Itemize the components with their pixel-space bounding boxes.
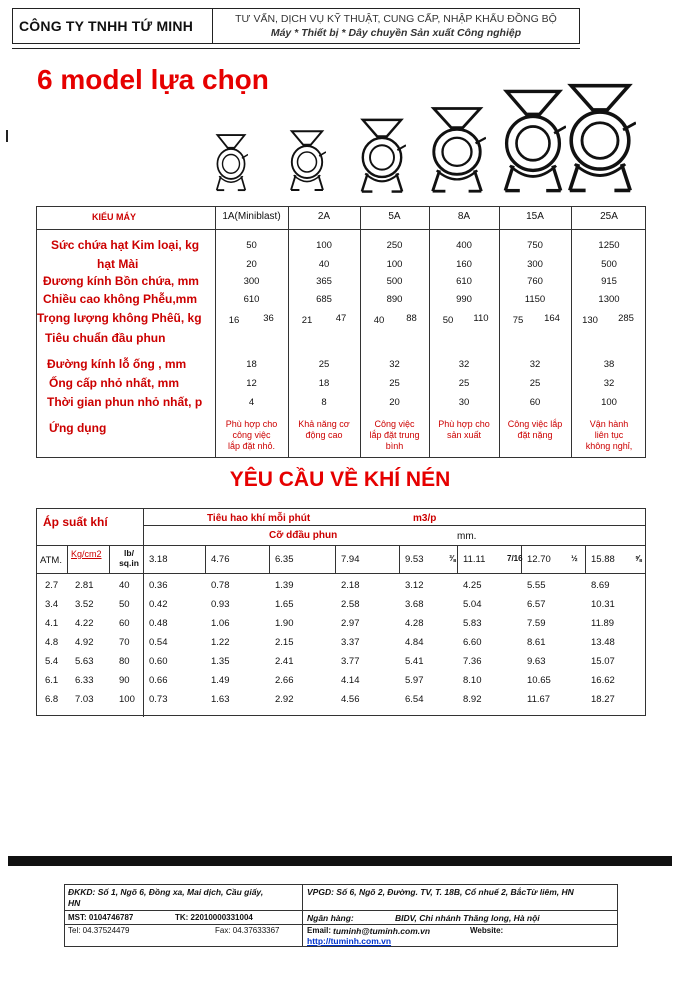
- footer-bar: [8, 856, 672, 866]
- air-cell: 4.25: [463, 580, 482, 591]
- air-cell: 0.73: [149, 694, 168, 705]
- air-rule: [143, 525, 645, 526]
- spec-cell: 30: [458, 397, 470, 408]
- air-cell: 8.69: [591, 580, 610, 591]
- unit-header: Kg/cm2: [71, 549, 102, 559]
- spec-cell-min: 75: [512, 315, 524, 326]
- spec-cell: 1150: [524, 294, 546, 305]
- air-cell: 5.55: [527, 580, 546, 591]
- tax-code: MST: 0104746787: [68, 913, 134, 922]
- air-cell: 5.04: [463, 599, 482, 610]
- spec-cell: 25: [458, 378, 470, 389]
- air-cell: 7.59: [527, 618, 546, 629]
- spec-cell-max: 47: [335, 313, 347, 324]
- air-cell: 2.58: [341, 599, 360, 610]
- page-title: 6 model lựa chọn: [37, 64, 269, 95]
- spec-cell: 890: [386, 294, 403, 305]
- kg-value: 6.33: [75, 675, 94, 686]
- air-col-divider: [269, 545, 270, 573]
- air-cell: 4.56: [341, 694, 360, 705]
- atm-value: 4.8: [45, 637, 59, 648]
- spec-cell: 250: [386, 240, 403, 251]
- air-cell: 10.65: [527, 675, 551, 686]
- air-cell: 15.07: [591, 656, 615, 667]
- air-cell: 8.10: [463, 675, 482, 686]
- air-cell: 8.92: [463, 694, 482, 705]
- spec-cell-max: 285: [618, 313, 634, 324]
- unit-header: lb/ sq.in: [119, 548, 139, 568]
- business-address-city: HN: [68, 898, 81, 908]
- business-address: ĐKKD: Số 1, Ngõ 6, Đồng xa, Mai dịch, Cầu giấy,: [68, 887, 264, 897]
- lb-value: 50: [119, 599, 130, 610]
- spec-cell: 25: [318, 359, 330, 370]
- spec-cell: 50: [246, 240, 257, 251]
- air-cell: 4.28: [405, 618, 424, 629]
- air-divider: [143, 509, 144, 717]
- atm-value: 3.4: [45, 599, 59, 610]
- lb-value: 100: [119, 694, 135, 705]
- application-cell: [571, 419, 647, 452]
- nozzle-size-inch: ⅝: [635, 554, 642, 563]
- air-cell: 2.41: [275, 656, 294, 667]
- bank-name: BIDV, Chi nhánh Thăng long, Hà nội: [395, 913, 540, 923]
- air-col-divider: [457, 545, 458, 573]
- air-requirement-table: [36, 508, 646, 716]
- air-rule: [37, 545, 645, 546]
- section-title: YÊU CẦU VỀ KHÍ NÉN: [229, 468, 451, 491]
- air-cell: 0.54: [149, 637, 168, 648]
- bank-label: Ngân hàng:: [307, 913, 354, 923]
- air-col-divider: [109, 545, 110, 573]
- kg-value: 4.22: [75, 618, 94, 629]
- bank-account: TK: 22010000331004: [175, 913, 253, 922]
- spec-row-label: Đương kính Bồn chứa, mm: [43, 274, 199, 288]
- air-cell: 2.66: [275, 675, 294, 686]
- email[interactable]: tuminh@tuminh.com.vn: [333, 926, 431, 936]
- model-header: 25A: [600, 211, 618, 222]
- air-cell: 3.12: [405, 580, 424, 591]
- spec-row-label: hạt Mài: [97, 257, 139, 271]
- kg-value: 7.03: [75, 694, 94, 705]
- blaster-5-icon: [500, 86, 566, 194]
- model-header: 1A(Miniblast): [222, 211, 281, 222]
- blaster-3-icon: [358, 116, 406, 194]
- air-cell: 5.41: [405, 656, 424, 667]
- blaster-1-icon: [214, 132, 248, 192]
- spec-cell-max: 164: [544, 313, 560, 324]
- spec-cell-min: 130: [582, 315, 598, 326]
- spec-cell: 915: [601, 276, 617, 287]
- air-cell: 1.39: [275, 580, 294, 591]
- header-rule: [12, 48, 580, 49]
- pressure-label: Áp suất khí: [43, 515, 108, 529]
- consumption-unit: m3/p: [413, 513, 437, 524]
- application-cell: [288, 419, 360, 441]
- nozzle-size: 4.76: [211, 554, 230, 565]
- air-cell: 2.92: [275, 694, 294, 705]
- atm-value: 6.8: [45, 694, 59, 705]
- spec-cell: 38: [603, 359, 615, 370]
- air-cell: 11.67: [527, 694, 551, 705]
- lb-value: 90: [119, 675, 130, 686]
- spec-row-label: Tiêu chuẩn đầu phun: [45, 331, 166, 345]
- application-line: công việc: [232, 430, 271, 440]
- spec-cell: 400: [456, 240, 472, 251]
- website-link[interactable]: http://tuminh.com.vn: [307, 936, 392, 946]
- spec-cell: 25: [529, 378, 541, 389]
- kg-value: 5.63: [75, 656, 94, 667]
- atm-value: 6.1: [45, 675, 59, 686]
- spec-cell: 100: [316, 240, 332, 251]
- spec-cell: 1250: [598, 240, 620, 251]
- model-header: 2A: [317, 211, 331, 222]
- model-header: 15A: [526, 211, 544, 222]
- spec-cell: 32: [603, 378, 615, 389]
- spec-cell: 32: [529, 359, 541, 370]
- footer-contact-table: [64, 884, 618, 947]
- application-cell: [429, 419, 499, 441]
- air-cell: 1.35: [211, 656, 230, 667]
- model-header: 5A: [388, 211, 401, 222]
- blaster-6-icon: [564, 80, 636, 194]
- spec-cell: 4: [248, 397, 255, 408]
- air-cell: 4.14: [341, 675, 360, 686]
- air-cell: 3.68: [405, 599, 424, 610]
- air-cell: 5.83: [463, 618, 482, 629]
- nozzle-size-inch: ⅜: [449, 554, 456, 563]
- air-col-divider: [585, 545, 586, 573]
- spec-cell: 610: [456, 276, 472, 287]
- air-cell: 1.90: [275, 618, 294, 629]
- spec-cell: 685: [316, 294, 332, 305]
- kg-value: 2.81: [75, 580, 94, 591]
- air-cell: 0.60: [149, 656, 168, 667]
- application-line: liên tục: [594, 430, 624, 440]
- air-col-divider: [399, 545, 400, 573]
- spec-cell: 750: [527, 240, 543, 251]
- application-line: Công việc lắp: [507, 419, 563, 429]
- margin-mark: [6, 130, 8, 142]
- nozzle-size: 9.53: [405, 554, 424, 565]
- blaster-4-icon: [428, 104, 486, 194]
- nozzle-unit: mm.: [457, 531, 477, 542]
- application-line: Phù hợp cho: [438, 419, 490, 429]
- air-cell: 0.36: [149, 580, 168, 591]
- spec-row-label: Trọng lượng không Phêũ, kg: [37, 311, 202, 325]
- spec-cell: 100: [386, 259, 403, 270]
- application-line: động cao: [305, 430, 343, 440]
- application-label: Ứng dụng: [49, 421, 107, 435]
- spec-cell: 990: [456, 294, 472, 305]
- nozzle-size-inch: 7/16: [507, 554, 523, 563]
- office-address: VPGD: Số 6, Ngõ 2, Đường. TV, T. 18B, Cổ nhuế 2, BắcTừ liêm, HN: [307, 887, 574, 897]
- application-cell: [215, 419, 288, 452]
- air-cell: 2.18: [341, 580, 360, 591]
- nozzle-size: 12.70: [527, 554, 551, 565]
- kg-value: 4.92: [75, 637, 94, 648]
- air-cell: 3.77: [341, 656, 360, 667]
- spec-cell: 60: [529, 397, 541, 408]
- spec-row-label: Ống cấp nhỏ nhất, mm: [49, 376, 180, 390]
- spec-row-label: Đường kính lỗ ống , mm: [47, 357, 187, 371]
- air-cell: 0.48: [149, 618, 168, 629]
- air-cell: 3.37: [341, 637, 360, 648]
- spec-cell: 610: [243, 294, 260, 305]
- spec-row-label: Sức chứa hạt Kim loại, kg: [51, 238, 200, 252]
- nozzle-size: 3.18: [149, 554, 168, 565]
- air-cell: 4.84: [405, 637, 424, 648]
- air-rule: [37, 573, 645, 574]
- spec-cell: 300: [527, 259, 543, 270]
- spec-table: [36, 206, 646, 458]
- atm-value: 5.4: [45, 656, 59, 667]
- air-cell: 2.15: [275, 637, 294, 648]
- air-cell: 0.78: [211, 580, 230, 591]
- air-cell: 0.42: [149, 599, 168, 610]
- application-line: Khả năng cơ: [298, 419, 350, 429]
- footer-rule: [65, 924, 617, 925]
- model-header: 8A: [457, 211, 471, 222]
- spec-cell: 500: [601, 259, 617, 270]
- kg-value: 3.52: [75, 599, 94, 610]
- application-cell: [360, 419, 429, 452]
- application-line: Công việc: [374, 419, 415, 429]
- application-line: Phù hợp cho: [225, 419, 278, 429]
- email-label: Email:: [307, 926, 332, 935]
- tagline: Máy * Thiết bị * Dây chuyền Sản xuất Công nghiệp: [270, 27, 522, 39]
- spec-cell: 25: [389, 378, 400, 389]
- application-line: lắp đặt trung: [369, 430, 420, 440]
- application-line: bình: [385, 441, 404, 451]
- company-name: CÔNG TY TNHH TỨ MINH: [13, 9, 213, 43]
- application-line: lắp đặt nhỏ.: [227, 441, 276, 451]
- lb-value: 60: [119, 618, 130, 629]
- nozzle-label: Cỡ dđầu phun: [269, 530, 338, 541]
- lb-value: 80: [119, 656, 130, 667]
- air-cell: 18.27: [591, 694, 615, 705]
- spec-cell: 32: [389, 359, 400, 370]
- application-cell: [499, 419, 571, 441]
- spec-cell: 20: [389, 397, 400, 408]
- spec-cell: 8: [321, 397, 327, 408]
- spec-cell-min: 21: [301, 315, 313, 326]
- air-cell: 8.61: [527, 637, 546, 648]
- air-cell: 1.63: [211, 694, 230, 705]
- spec-cell: 18: [246, 359, 257, 370]
- spec-cell: 365: [316, 276, 332, 287]
- application-line: không nghỉ,: [585, 441, 633, 451]
- spec-cell-max: 88: [406, 313, 417, 324]
- website-label: Website:: [470, 926, 504, 935]
- air-col-divider: [67, 545, 68, 573]
- air-col-divider: [205, 545, 206, 573]
- air-cell: 1.65: [275, 599, 294, 610]
- blaster-2-icon: [288, 128, 326, 192]
- letterhead-right: [213, 9, 579, 43]
- application-line: Vận hành: [589, 419, 629, 429]
- spec-cell: 20: [246, 259, 257, 270]
- air-cell: 1.06: [211, 618, 230, 629]
- air-cell: 11.89: [591, 618, 615, 629]
- nozzle-size: 15.88: [591, 554, 615, 565]
- fax: Fax: 04.37633367: [215, 926, 280, 935]
- spec-cell: 12: [246, 378, 257, 389]
- air-cell: 6.57: [527, 599, 546, 610]
- application-line: đặt nặng: [517, 430, 553, 440]
- nozzle-size: 6.35: [275, 554, 294, 565]
- spec-cell: 18: [318, 378, 330, 389]
- air-cell: 7.36: [463, 656, 482, 667]
- spec-cell-min: 50: [442, 315, 454, 326]
- spec-row-label: Thời gian phun nhỏ nhất, p: [47, 395, 203, 409]
- lb-value: 40: [119, 580, 130, 591]
- spec-cell-max: 110: [473, 313, 489, 324]
- air-cell: 16.62: [591, 675, 615, 686]
- spec-cell-max: 36: [263, 313, 274, 324]
- nozzle-size: 7.94: [341, 554, 360, 565]
- air-cell: 6.54: [405, 694, 424, 705]
- nozzle-size: 11.11: [463, 554, 486, 565]
- air-cell: 1.22: [211, 637, 230, 648]
- spec-cell: 100: [601, 397, 617, 408]
- lb-value: 70: [119, 637, 130, 648]
- spec-cell: 32: [458, 359, 470, 370]
- letterhead: [12, 8, 580, 44]
- spec-cell-min: 40: [373, 315, 385, 326]
- air-cell: 9.63: [527, 656, 546, 667]
- air-cell: 10.31: [591, 599, 615, 610]
- footer-rule: [65, 910, 617, 911]
- air-cell: 5.97: [405, 675, 424, 686]
- phone: Tel: 04.37524479: [68, 926, 130, 935]
- spec-cell: 500: [386, 276, 403, 287]
- spec-cell-min: 16: [228, 315, 240, 326]
- nozzle-size-inch: ½: [571, 554, 578, 563]
- spec-corner-label: KIỂU MÁY: [92, 212, 137, 222]
- spec-cell: 160: [456, 259, 472, 270]
- atm-value: 4.1: [45, 618, 59, 629]
- spec-cell: 300: [243, 276, 260, 287]
- air-cell: 2.97: [341, 618, 360, 629]
- air-cell: 0.66: [149, 675, 168, 686]
- footer-divider: [302, 885, 303, 946]
- air-cell: 0.93: [211, 599, 230, 610]
- air-col-divider: [335, 545, 336, 573]
- spec-header-rule: [37, 229, 645, 230]
- spec-cell: 40: [318, 259, 330, 270]
- unit-header: ATM.: [40, 555, 62, 566]
- spec-cell: 760: [527, 276, 543, 287]
- air-cell: 1.49: [211, 675, 230, 686]
- spec-cell: 1300: [598, 294, 620, 305]
- services-line: TƯ VẤN, DỊCH VỤ KỸ THUẬT, CUNG CẤP, NHẬP KHẨU ĐỒNG BỘ: [235, 13, 557, 25]
- spec-row-label: Chiều cao không Phễu,mm: [43, 292, 198, 306]
- atm-value: 2.7: [45, 580, 59, 591]
- air-cell: 13.48: [591, 637, 615, 648]
- air-cell: 6.60: [463, 637, 482, 648]
- application-line: sản xuất: [446, 430, 482, 440]
- consumption-label: Tiêu hao khí mỗi phút: [207, 513, 311, 524]
